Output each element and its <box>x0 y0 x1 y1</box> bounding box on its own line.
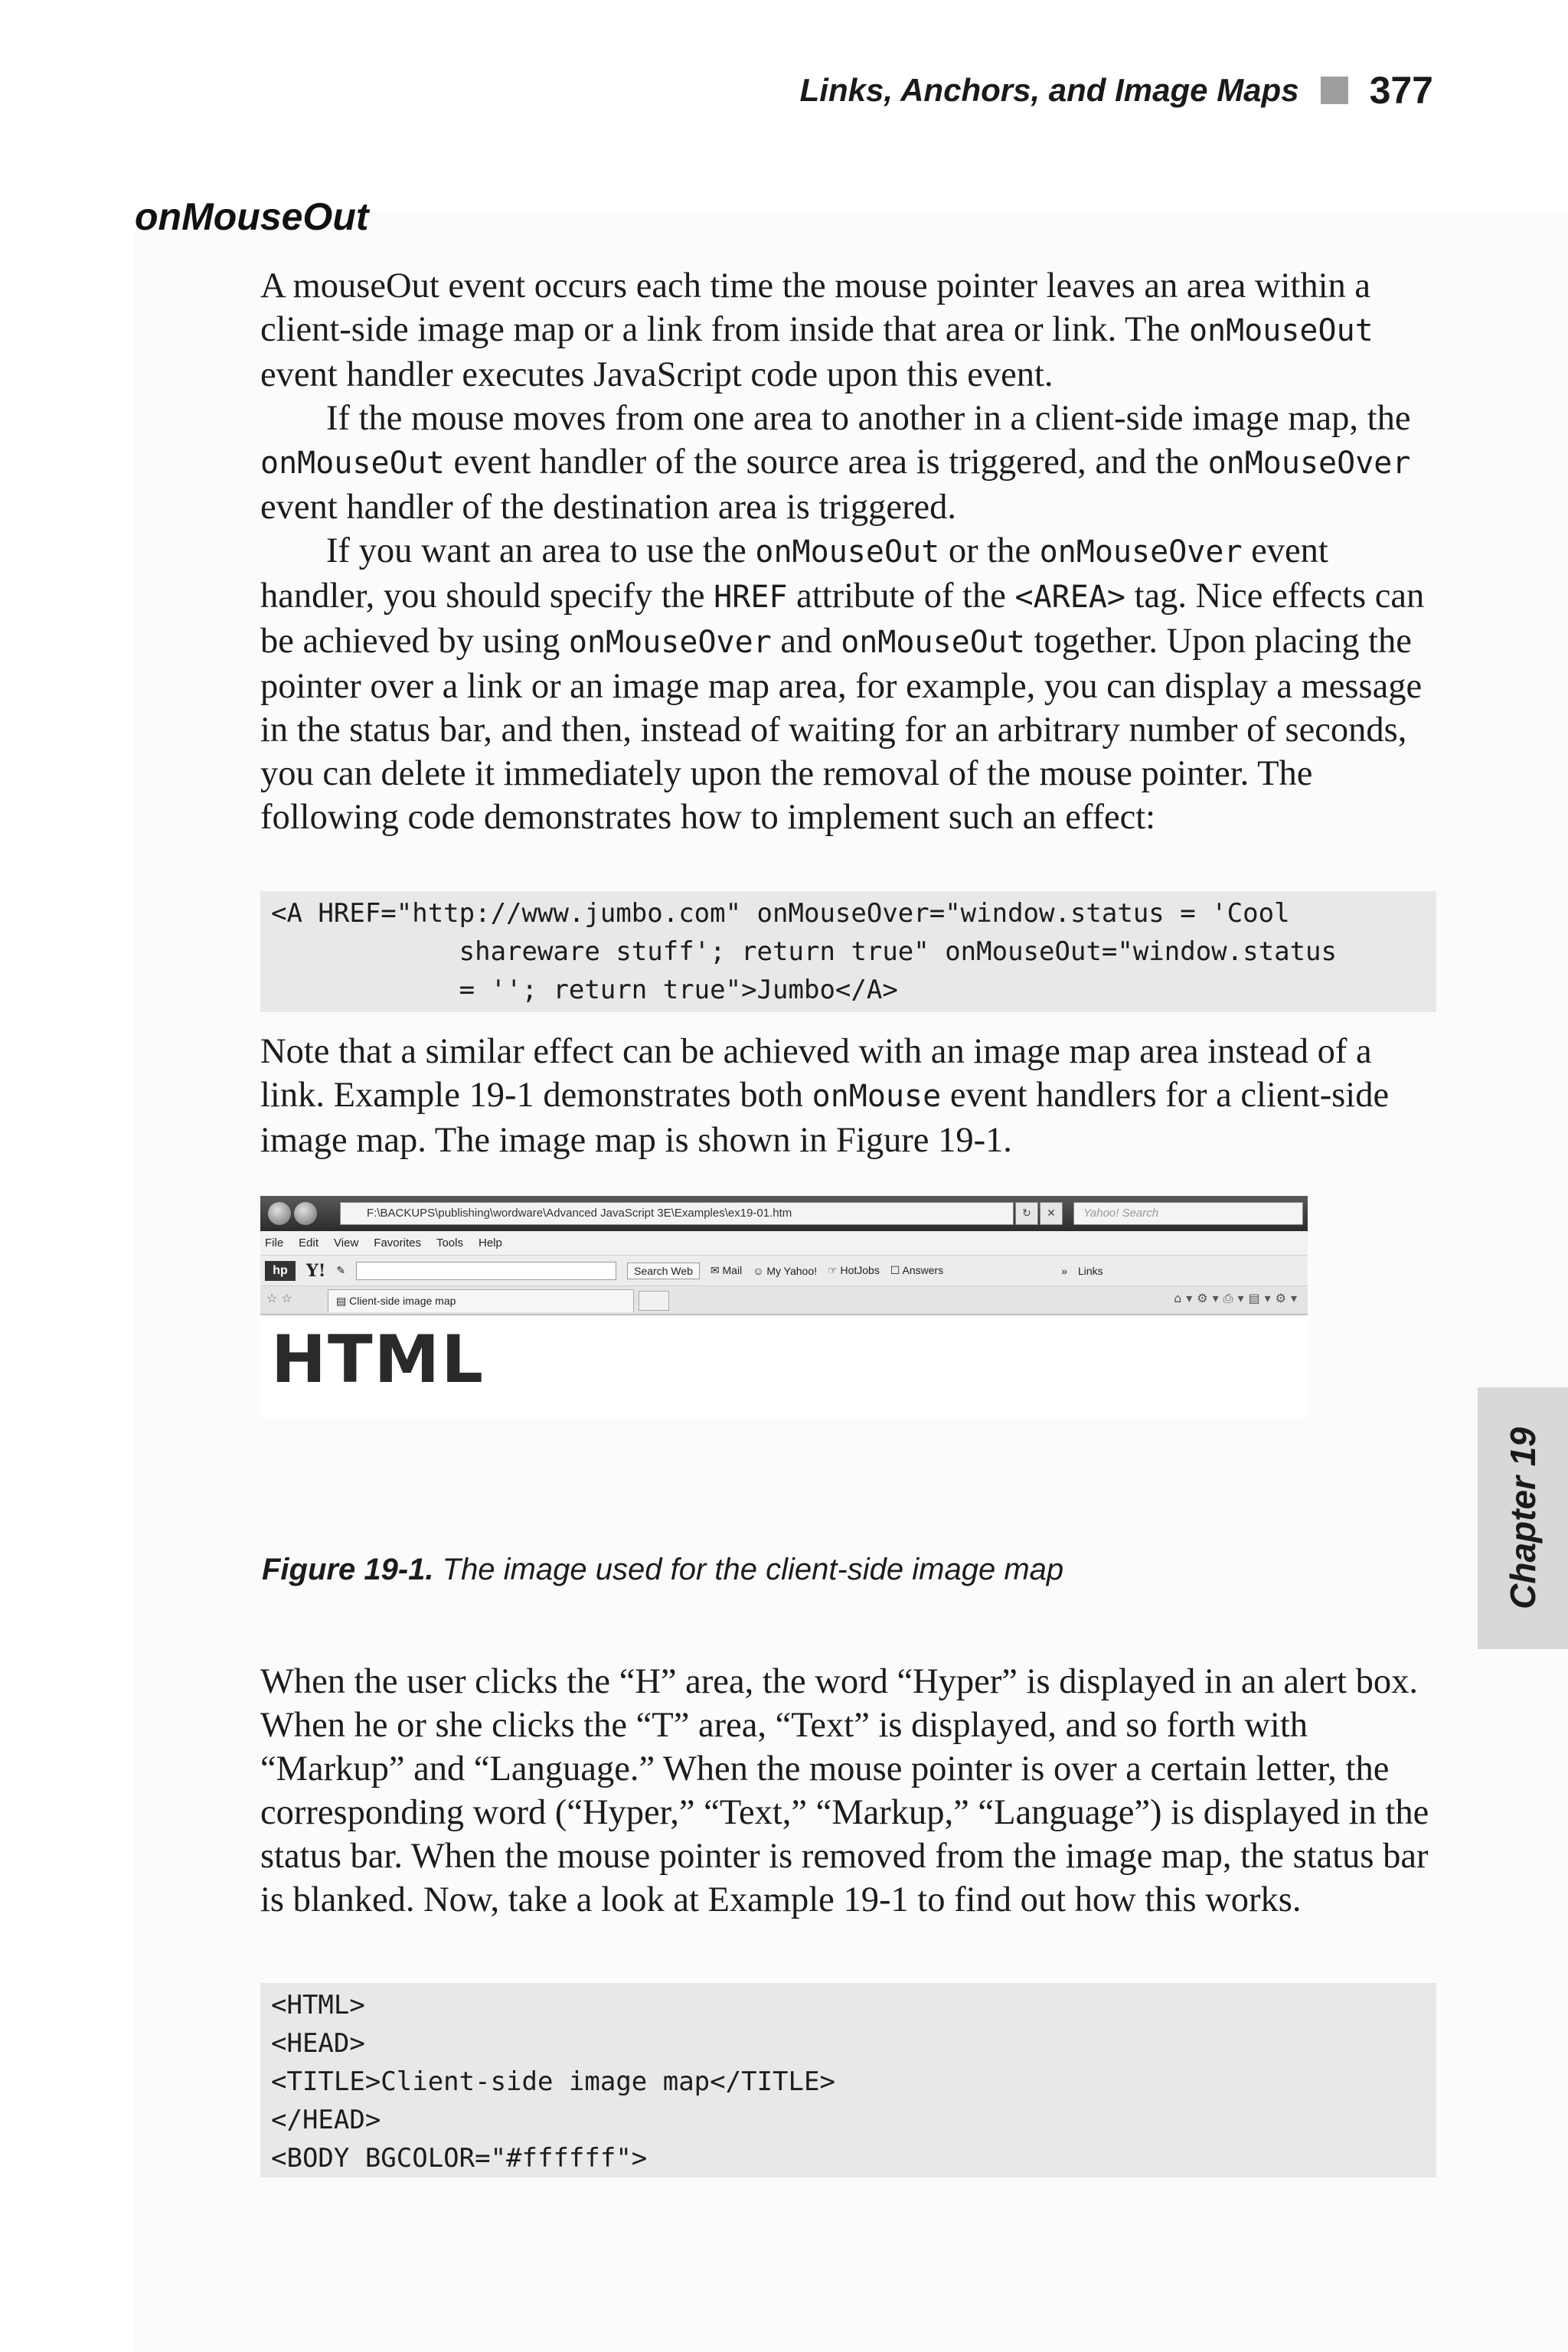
chapter-tab-label: Chapter 19 <box>1503 1427 1543 1609</box>
code-line: shareware stuff'; return true" onMouseOut="window.status <box>271 936 1337 967</box>
toolbar-search-input <box>356 1262 616 1280</box>
running-head-marker <box>1321 77 1348 104</box>
body-text-1 <box>260 264 1439 839</box>
section-title: onMouseOut <box>135 195 369 238</box>
back-icon <box>268 1202 291 1225</box>
pencil-icon: ✎ <box>336 1264 346 1276</box>
image-map-html: HTML <box>271 1321 485 1398</box>
inline-code: onMouseOut <box>260 446 445 481</box>
inline-code: onMouseOut <box>755 534 940 570</box>
menu-favorites: Favorites <box>374 1236 421 1250</box>
menu-help: Help <box>479 1236 502 1250</box>
tab-label: Client-side image map <box>349 1295 456 1307</box>
chapter-tab <box>1478 1387 1568 1649</box>
code-block <box>260 1983 1436 2177</box>
hotjobs-item: ☞ HotJobs <box>828 1264 880 1276</box>
inline-code: HREF <box>714 580 788 615</box>
search-box: Yahoo! Search <box>1073 1202 1303 1225</box>
menu-file: File <box>265 1236 284 1250</box>
inline-code: onMouseOut <box>1188 313 1374 348</box>
code-block <box>260 891 1436 1012</box>
figure-screenshot <box>260 1196 1308 1418</box>
menu-view: View <box>334 1236 359 1250</box>
page-icon: ▤ <box>336 1295 350 1307</box>
favorites-star-icon: ☆ ☆ <box>266 1291 292 1305</box>
yahoo-logo-icon: Y! <box>306 1260 326 1281</box>
hp-logo-icon: hp <box>265 1261 296 1281</box>
my-yahoo-item: ☺ My Yahoo! <box>753 1264 818 1277</box>
running-head <box>800 67 1433 113</box>
tab-client-side-image-map <box>328 1289 634 1312</box>
inline-code: onMouseOver <box>1039 534 1243 570</box>
mail-item: ✉ Mail <box>710 1264 743 1276</box>
paragraph: If the mouse moves from one area to another in a client-side image map, the onMouseOut event handler of the source area is triggered, and the onMouseOver event handler of the destination area is triggered. <box>260 399 1411 527</box>
paragraph: Note that a similar effect can be achieved with an image map area instead of a link. Example 19-1 demonstrates both onMouse event handlers for a client-side image map. The image map is shown in Figure 19-1. <box>260 1032 1390 1160</box>
inline-code: onMouseOver <box>1207 446 1411 481</box>
answers-item: ☐ Answers <box>890 1264 944 1276</box>
browser-toolbar <box>260 1256 1308 1286</box>
paragraph: A mouseOut event occurs each time the mouse pointer leaves an area within a client-side image map or a link from inside that area or link. The onMouseOut event handler executes JavaScript code upon this event. <box>260 266 1374 394</box>
hotjobs-label: HotJobs <box>840 1264 880 1276</box>
code-line: <A HREF="http://www.jumbo.com" onMouseOver="window.status = 'Cool <box>271 898 1290 929</box>
paragraph: When the user clicks the “H” area, the word “Hyper” is displayed in an alert box. When he or she clicks the “T” area, “Text” is displayed, and so forth with “Markup” and “Language.” When the mouse pointer is over a certain letter, the corresponding word (“Hyper,” “Text,” “Markup,” “Language”) is displayed in the status bar. When the mouse pointer is removed from the image map, the status bar is blanked. Now, take a look at Example 19-1 to find out how this works. <box>260 1662 1429 1919</box>
inline-code: onMouseOver <box>568 625 772 660</box>
menu-edit: Edit <box>299 1236 319 1250</box>
code-line: = ''; return true">Jumbo</A> <box>271 975 898 1005</box>
answers-label: Answers <box>902 1264 944 1276</box>
inline-code: onMouse <box>812 1079 942 1114</box>
mail-label: Mail <box>722 1264 743 1276</box>
inline-code: <AREA> <box>1014 580 1125 615</box>
code-line: <HTML> <box>271 1990 365 2020</box>
page-number: 377 <box>1369 69 1433 112</box>
links-label: Links <box>1077 1264 1103 1277</box>
running-head-title: Links, Anchors, and Image Maps <box>799 72 1299 108</box>
refresh-icon: ↻ <box>1015 1202 1038 1225</box>
search-web-button: Search Web <box>627 1263 700 1279</box>
caption-label: Figure 19-1. <box>262 1553 434 1586</box>
code-line: <TITLE>Client-side image map</TITLE> <box>271 2066 835 2097</box>
my-yahoo-label: My Yahoo! <box>766 1264 818 1277</box>
browser-content <box>260 1315 1308 1418</box>
command-bar-icons: ⌂▾⚙▾⎙▾▤▾⚙▾ <box>1174 1291 1302 1305</box>
forward-icon <box>294 1202 317 1225</box>
body-text-2 <box>260 1030 1439 1162</box>
inline-code: onMouseOut <box>841 625 1026 660</box>
browser-menubar <box>260 1231 1308 1256</box>
code-line: <BODY BGCOLOR="#ffffff"> <box>271 2143 648 2174</box>
paragraph: If you want an area to use the onMouseOut or the onMouseOver event handler, you should specify the HREF attribute of the <AREA> tag. Nice effects can be achieved by using onMouseOver and onMouseOut together. Upon placing the pointer over a link or an image map area, for example, you can display a message in the status bar, and then, instead of waiting for an arbitrary number of seconds, you can delete it immediately upon the removal of the mouse pointer. The following code demonstrates how to implement such an effect: <box>260 531 1425 837</box>
stop-icon: ✕ <box>1040 1202 1063 1225</box>
caption-text: The image used for the client-side image map <box>433 1553 1064 1586</box>
browser-tabbar <box>260 1286 1308 1315</box>
browser-titlebar <box>260 1196 1308 1231</box>
figure-caption <box>262 1553 1063 1587</box>
address-bar: F:\BACKUPS\publishing\wordware\Advanced JavaScript 3E\Examples\ex19-01.htm <box>340 1202 1014 1225</box>
code-line: </HEAD> <box>271 2105 381 2135</box>
menu-tools: Tools <box>436 1236 463 1250</box>
chevron-right-icon: » <box>1061 1264 1067 1277</box>
new-tab-button <box>639 1291 669 1311</box>
code-line: <HEAD> <box>271 2028 365 2059</box>
body-text-3 <box>260 1660 1439 1922</box>
